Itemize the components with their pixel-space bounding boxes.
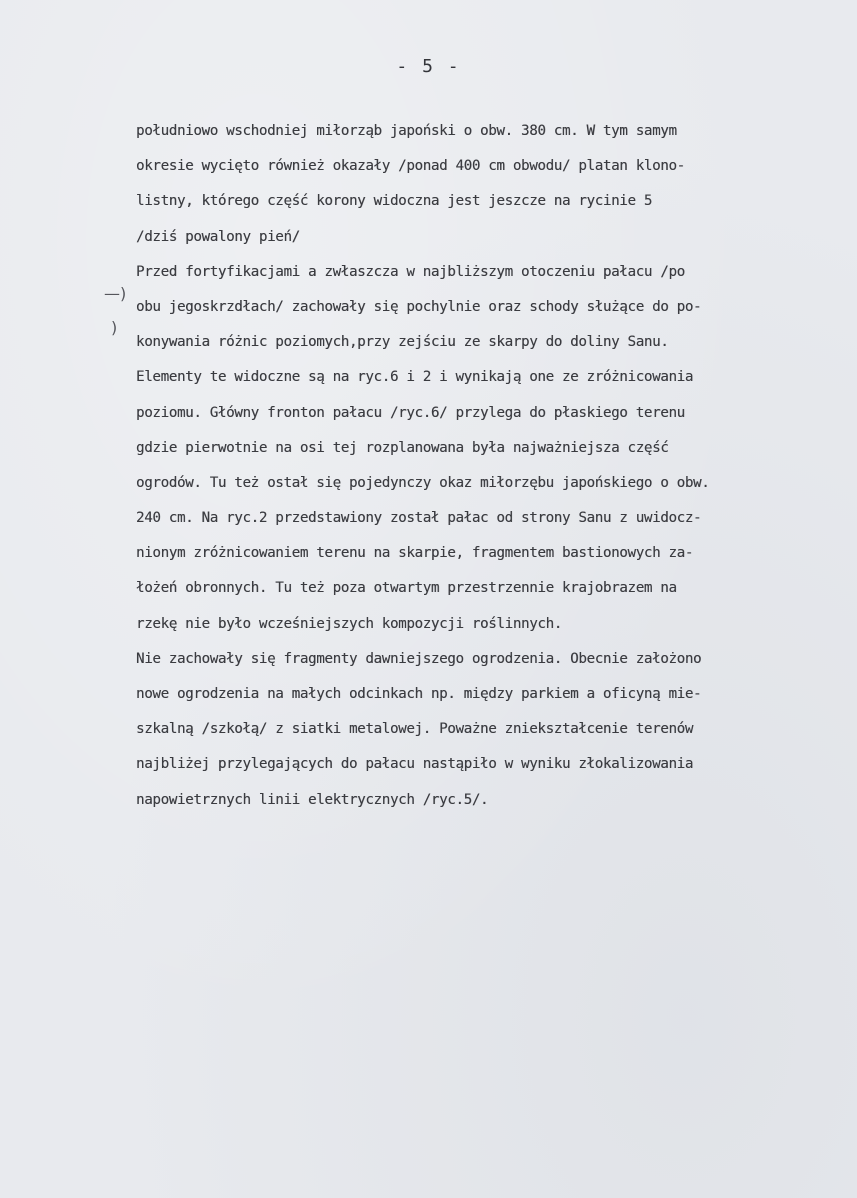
- text-line: nowe ogrodzenia na małych odcinkach np. między parkiem a oficyną mie-: [136, 686, 702, 702]
- text-line: okresie wycięto również okazały /ponad 400 cm obwodu/ platan klono-: [136, 158, 685, 175]
- text-line: nionym zróżnicowaniem terenu na skarpie, fragmentem bastionowych za-: [136, 545, 694, 562]
- body-text: [136, 114, 850, 818]
- text-line: Nie zachowały się fragmenty dawniejszego ogrodzenia. Obecnie założono: [136, 650, 702, 667]
- text-line: łożeń obronnych. Tu też poza otwartym przestrzennie krajobrazem na: [136, 580, 677, 597]
- text-line: Przed fortyfikacjami a zwłaszcza w najbliższym otoczeniu pałacu /po: [136, 263, 685, 280]
- margin-correction-mark: —): [104, 284, 127, 303]
- text-line: /dziś powalony pień/: [136, 228, 300, 245]
- text-line: konywania różnic poziomych,przy zejściu ze skarpy do doliny Sanu.: [136, 334, 669, 351]
- text-line: rzekę nie było wcześniejszych kompozycji roślinnych.: [136, 615, 562, 632]
- margin-correction-mark: ): [111, 318, 118, 337]
- text-line: obu jegoskrzdłach/ zachowały się pochylnie oraz schody służące do po-: [136, 298, 702, 315]
- text-line: napowietrznych linii elektrycznych /ryc.5/.: [136, 791, 489, 808]
- text-line: 240 cm. Na ryc.2 przedstawiony został pałac od strony Sanu z uwidocz-: [136, 510, 702, 527]
- text-line: poziomu. Główny fronton pałacu /ryc.6/ przylega do płaskiego terenu: [136, 404, 685, 421]
- text-line: ogrodów. Tu też ostał się pojedynczy okaz miłorzębu japońskiego o obw.: [136, 474, 710, 491]
- text-line: Elementy te widoczne są na ryc.6 i 2 i wynikają one ze zróżnicowania: [136, 369, 694, 386]
- text-line: listny, którego część korony widoczna jest jeszcze na rycinie 5: [136, 193, 653, 210]
- text-line: gdzie pierwotnie na osi tej rozplanowana była najważniejsza część: [136, 439, 669, 456]
- text-line: najbliżej przylegających do pałacu nastąpiło w wyniku złokalizowania: [136, 756, 694, 773]
- text-line: południowo wschodniej miłorząb japoński o obw. 380 cm. W tym samym: [136, 123, 677, 139]
- page-number: - 5 -: [396, 56, 461, 77]
- text-line: szkalną /szkołą/ z siatki metalowej. Poważne zniekształcenie terenów: [136, 721, 694, 738]
